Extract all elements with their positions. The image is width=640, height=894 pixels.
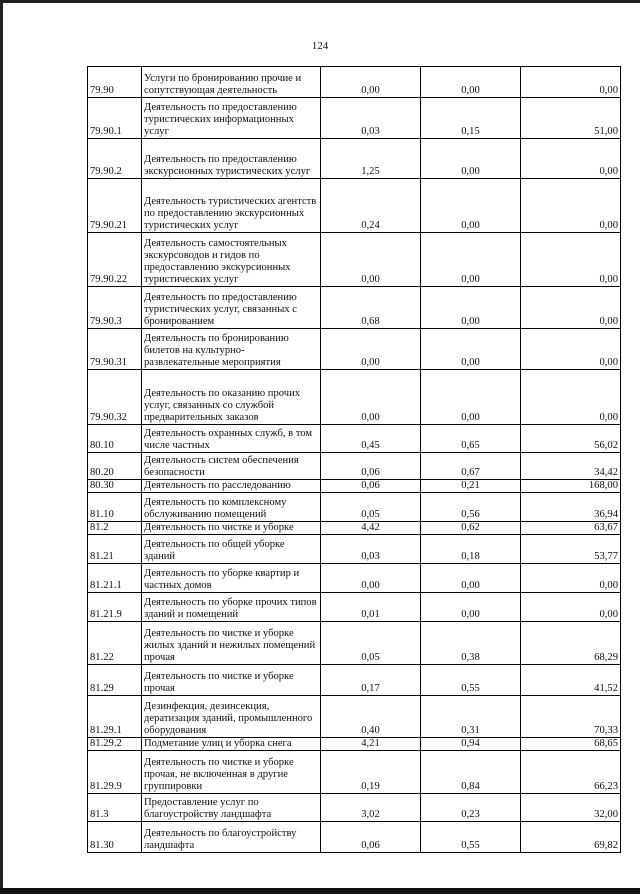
row-name: Деятельность по предоставлению экскурсионных туристических услуг — [142, 139, 321, 179]
table-body — [88, 67, 621, 853]
table-row — [88, 822, 621, 853]
row-value-2: 0,94 — [421, 738, 521, 751]
page-edge-top — [0, 0, 640, 3]
row-name: Деятельность туристических агентств по предоставлению экскурсионных туристических услуг — [142, 179, 321, 233]
row-value-3: 70,33 — [521, 696, 621, 738]
row-value-3: 69,82 — [521, 822, 621, 853]
row-name: Деятельность по предоставлению туристических услуг, связанных с бронированием — [142, 287, 321, 329]
row-value-3: 0,00 — [521, 593, 621, 622]
row-name: Услуги по бронированию прочие и сопутствующая деятельность — [142, 67, 321, 98]
row-name: Подметание улиц и уборка снега — [142, 738, 321, 751]
row-code: 81.21.9 — [88, 593, 142, 622]
row-name: Предоставление услуг по благоустройству ландшафта — [142, 794, 321, 822]
table-row — [88, 751, 621, 794]
row-code: 81.10 — [88, 493, 142, 522]
row-code: 81.2 — [88, 522, 142, 535]
table-row — [88, 493, 621, 522]
row-value-2: 0,00 — [421, 67, 521, 98]
row-value-3: 53,77 — [521, 535, 621, 564]
table-row — [88, 425, 621, 453]
row-value-3: 0,00 — [521, 179, 621, 233]
row-code: 80.20 — [88, 453, 142, 480]
row-value-3: 0,00 — [521, 139, 621, 179]
row-code: 79.90.22 — [88, 233, 142, 287]
row-value-1: 4,42 — [321, 522, 421, 535]
row-value-3: 0,00 — [521, 329, 621, 370]
row-value-2: 0,84 — [421, 751, 521, 794]
table-row — [88, 738, 621, 751]
row-value-1: 1,25 — [321, 139, 421, 179]
row-value-1: 4,21 — [321, 738, 421, 751]
row-value-2: 0,38 — [421, 622, 521, 665]
row-value-2: 0,55 — [421, 665, 521, 696]
row-code: 81.21 — [88, 535, 142, 564]
row-name: Деятельность по общей уборке зданий — [142, 535, 321, 564]
row-value-3: 66,23 — [521, 751, 621, 794]
row-name: Деятельность по бронированию билетов на культурно-развлекательные мероприятия — [142, 329, 321, 370]
row-value-2: 0,23 — [421, 794, 521, 822]
table-row — [88, 179, 621, 233]
row-value-2: 0,00 — [421, 139, 521, 179]
table-row — [88, 622, 621, 665]
page-edge-bottom — [0, 888, 640, 894]
row-value-3: 63,67 — [521, 522, 621, 535]
row-name: Деятельность по предоставлению туристических информационных услуг — [142, 98, 321, 139]
row-value-2: 0,31 — [421, 696, 521, 738]
row-value-1: 0,19 — [321, 751, 421, 794]
row-value-3: 51,00 — [521, 98, 621, 139]
row-value-2: 0,18 — [421, 535, 521, 564]
page-number: 124 — [311, 40, 329, 52]
row-name: Деятельность по чистке и уборке прочая — [142, 665, 321, 696]
row-name: Деятельность охранных служб, в том числе частных — [142, 425, 321, 453]
row-value-3: 32,00 — [521, 794, 621, 822]
row-value-2: 0,00 — [421, 593, 521, 622]
row-value-2: 0,00 — [421, 179, 521, 233]
row-value-1: 0,45 — [321, 425, 421, 453]
table-row — [88, 139, 621, 179]
row-value-1: 0,17 — [321, 665, 421, 696]
row-name: Деятельность самостоятельных экскурсоводов и гидов по предоставлению экскурсионных туристических услуг — [142, 233, 321, 287]
row-value-3: 0,00 — [521, 370, 621, 425]
row-value-1: 0,00 — [321, 67, 421, 98]
row-code: 79.90.1 — [88, 98, 142, 139]
row-code: 81.29.2 — [88, 738, 142, 751]
row-value-1: 0,00 — [321, 233, 421, 287]
page-edge-left — [0, 0, 3, 894]
row-value-3: 36,94 — [521, 493, 621, 522]
row-value-1: 0,05 — [321, 493, 421, 522]
row-value-1: 0,68 — [321, 287, 421, 329]
row-value-3: 68,29 — [521, 622, 621, 665]
row-value-3: 0,00 — [521, 287, 621, 329]
row-name: Деятельность по чистке и уборке жилых зданий и нежилых помещений прочая — [142, 622, 321, 665]
row-value-3: 0,00 — [521, 233, 621, 287]
table-row — [88, 453, 621, 480]
table-row — [88, 564, 621, 593]
row-value-3: 168,00 — [521, 480, 621, 493]
row-name: Деятельность по чистке и уборке прочая, не включенная в другие группировки — [142, 751, 321, 794]
row-value-1: 0,00 — [321, 370, 421, 425]
row-code: 79.90.3 — [88, 287, 142, 329]
table-row — [88, 287, 621, 329]
row-name: Деятельность по комплексному обслуживанию помещений — [142, 493, 321, 522]
table-row — [88, 593, 621, 622]
row-code: 81.29.1 — [88, 696, 142, 738]
table-row — [88, 794, 621, 822]
table-row — [88, 535, 621, 564]
row-value-1: 0,00 — [321, 329, 421, 370]
table-row — [88, 696, 621, 738]
row-value-3: 0,00 — [521, 67, 621, 98]
table-row — [88, 67, 621, 98]
row-code: 81.29 — [88, 665, 142, 696]
row-code: 81.22 — [88, 622, 142, 665]
row-value-3: 41,52 — [521, 665, 621, 696]
row-name: Деятельность по чистке и уборке — [142, 522, 321, 535]
row-name: Деятельность по оказанию прочих услуг, связанных со службой предварительных заказов — [142, 370, 321, 425]
row-value-2: 0,00 — [421, 370, 521, 425]
table-row — [88, 98, 621, 139]
table-row — [88, 370, 621, 425]
row-value-1: 0,06 — [321, 822, 421, 853]
row-value-2: 0,00 — [421, 233, 521, 287]
row-code: 79.90.21 — [88, 179, 142, 233]
row-code: 81.21.1 — [88, 564, 142, 593]
row-code: 80.30 — [88, 480, 142, 493]
table-row — [88, 665, 621, 696]
row-value-3: 56,02 — [521, 425, 621, 453]
row-value-3: 68,65 — [521, 738, 621, 751]
row-value-2: 0,56 — [421, 493, 521, 522]
row-value-3: 0,00 — [521, 564, 621, 593]
row-value-2: 0,65 — [421, 425, 521, 453]
table-row — [88, 329, 621, 370]
row-code: 81.29.9 — [88, 751, 142, 794]
data-table — [87, 66, 621, 853]
row-value-1: 0,40 — [321, 696, 421, 738]
row-value-1: 0,06 — [321, 480, 421, 493]
row-value-1: 0,06 — [321, 453, 421, 480]
row-value-2: 0,21 — [421, 480, 521, 493]
row-code: 79.90.31 — [88, 329, 142, 370]
row-name: Деятельность по расследованию — [142, 480, 321, 493]
row-value-2: 0,00 — [421, 329, 521, 370]
row-value-2: 0,15 — [421, 98, 521, 139]
row-code: 79.90.2 — [88, 139, 142, 179]
row-value-1: 0,01 — [321, 593, 421, 622]
table-row — [88, 480, 621, 493]
row-value-1: 0,00 — [321, 564, 421, 593]
row-value-1: 0,03 — [321, 98, 421, 139]
row-value-2: 0,67 — [421, 453, 521, 480]
row-name: Деятельность по благоустройству ландшафта — [142, 822, 321, 853]
row-name: Деятельность по уборке квартир и частных домов — [142, 564, 321, 593]
row-name: Дезинфекция, дезинсекция, дератизация зданий, промышленного оборудования — [142, 696, 321, 738]
row-value-2: 0,62 — [421, 522, 521, 535]
row-value-2: 0,00 — [421, 564, 521, 593]
row-value-3: 34,42 — [521, 453, 621, 480]
row-name: Деятельность по уборке прочих типов зданий и помещений — [142, 593, 321, 622]
row-code: 79.90.32 — [88, 370, 142, 425]
row-code: 81.30 — [88, 822, 142, 853]
table-row — [88, 233, 621, 287]
row-value-1: 3,02 — [321, 794, 421, 822]
row-value-1: 0,05 — [321, 622, 421, 665]
row-value-1: 0,03 — [321, 535, 421, 564]
row-value-1: 0,24 — [321, 179, 421, 233]
row-value-2: 0,00 — [421, 287, 521, 329]
row-code: 79.90 — [88, 67, 142, 98]
row-name: Деятельность систем обеспечения безопасности — [142, 453, 321, 480]
table-row — [88, 522, 621, 535]
row-value-2: 0,55 — [421, 822, 521, 853]
row-code: 81.3 — [88, 794, 142, 822]
row-code: 80.10 — [88, 425, 142, 453]
